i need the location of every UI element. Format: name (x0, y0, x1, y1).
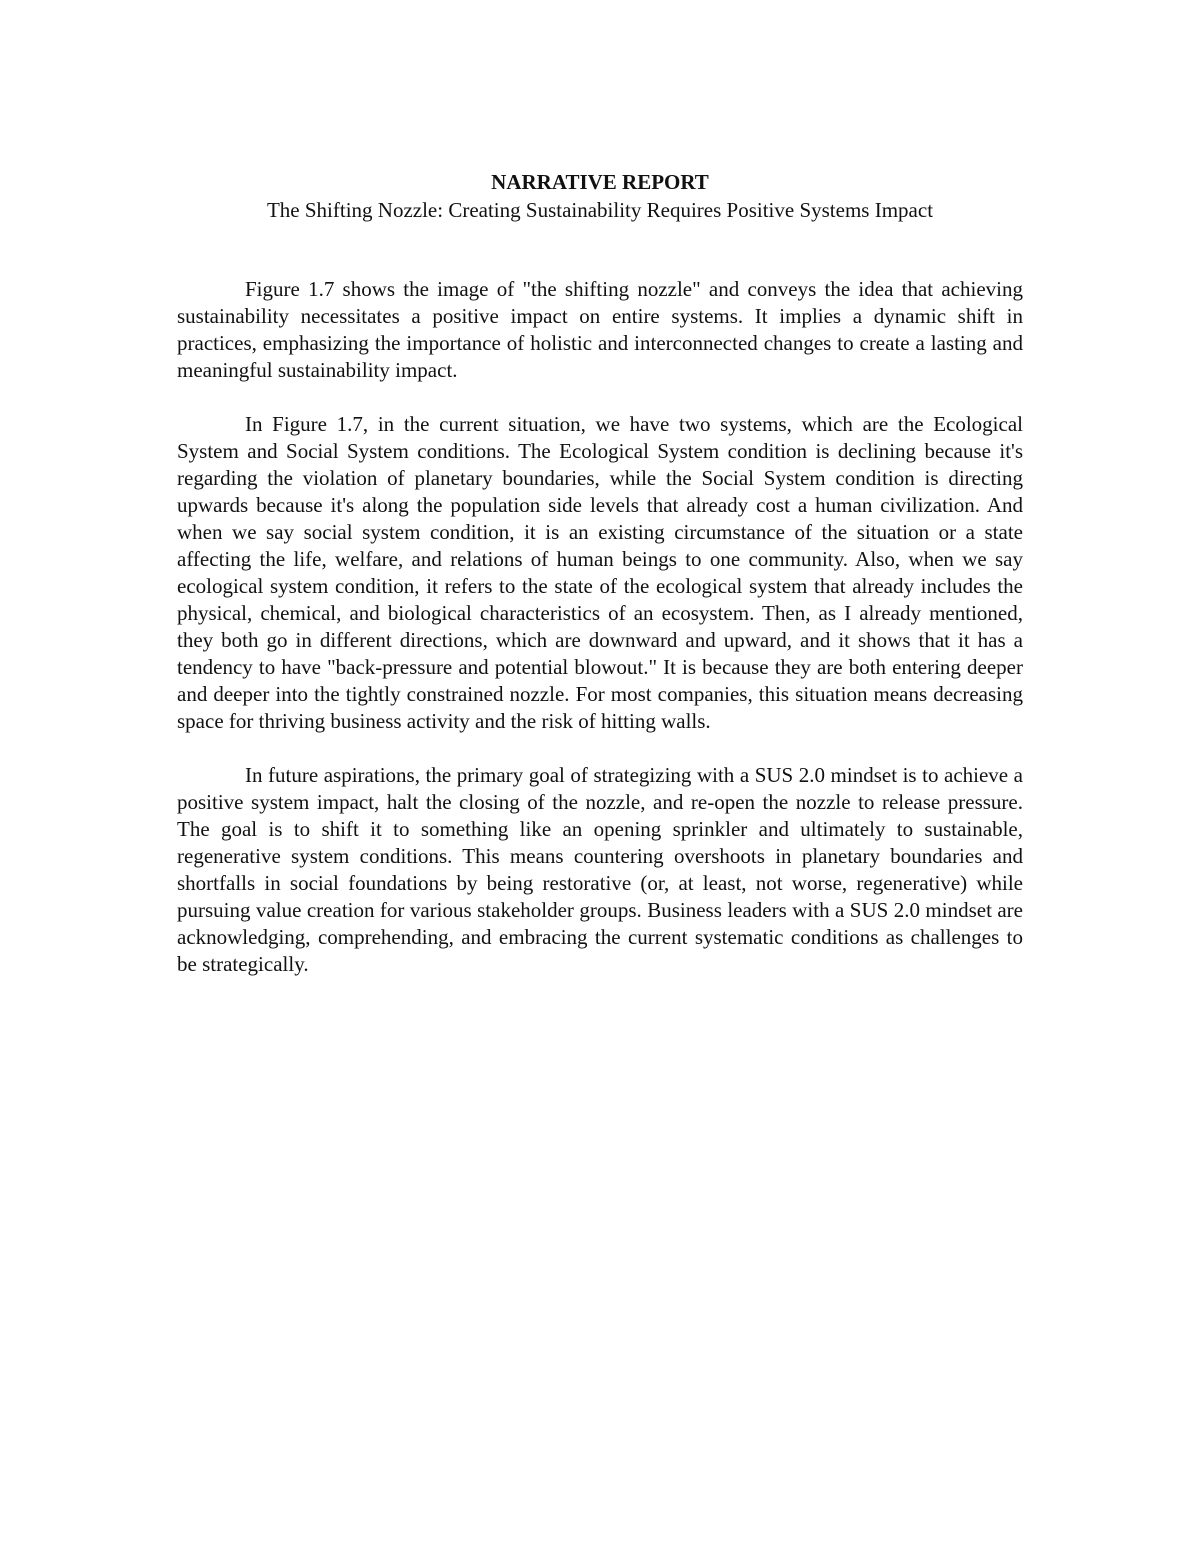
paragraph-intro: Figure 1.7 shows the image of "the shifting nozzle" and conveys the idea that achieving sustainability necessitates a positive impact on entire systems. It implies a dynamic shift in practices, emphasizing the importance of holistic and interconnected changes to create a lasting and meaningful sustainability impact. (177, 277, 1023, 382)
report-title: NARRATIVE REPORT (491, 170, 709, 194)
paragraph-current-situation: In Figure 1.7, in the current situation, we have two systems, which are the Ecological System and Social System conditions. The Ecological System condition is declining because it's regarding the violation of planetary boundaries, while the Social System condition is directing upwards because it's along the population side levels that already cost a human civilization. And when we say social system condition, it is an existing circumstance of the situation or a state affecting the life, welfare, and relations of human beings to one community. Also, when we say ecological system condition, it refers to the state of the ecological system that already includes the physical, chemical, and biological characteristics of an ecosystem. Then, as I already mentioned, they both go in different directions, which are downward and upward, and it shows that it has a tendency to have "back-pressure and potential blowout." It is because they are both entering deeper and deeper into the tightly constrained nozzle. For most companies, this situation means decreasing space for thriving business activity and the risk of hitting walls. (177, 412, 1023, 733)
document-body (177, 168, 1023, 1005)
paragraph-future-aspirations: In future aspirations, the primary goal of strategizing with a SUS 2.0 mindset is to achieve a positive system impact, halt the closing of the nozzle, and re-open the nozzle to release pressure. The goal is to shift it to something like an opening sprinkler and ultimately to sustainable, regenerative system conditions. This means countering overshoots in planetary boundaries and shortfalls in social foundations by being restorative (or, at least, not worse, regenerative) while pursuing value creation for various stakeholder groups. Business leaders with a SUS 2.0 mindset are acknowledging, comprehending, and embracing the current systematic conditions as challenges to be strategically. (177, 763, 1023, 976)
report-subtitle: The Shifting Nozzle: Creating Sustainability Requires Positive Systems Impact (266, 198, 934, 222)
